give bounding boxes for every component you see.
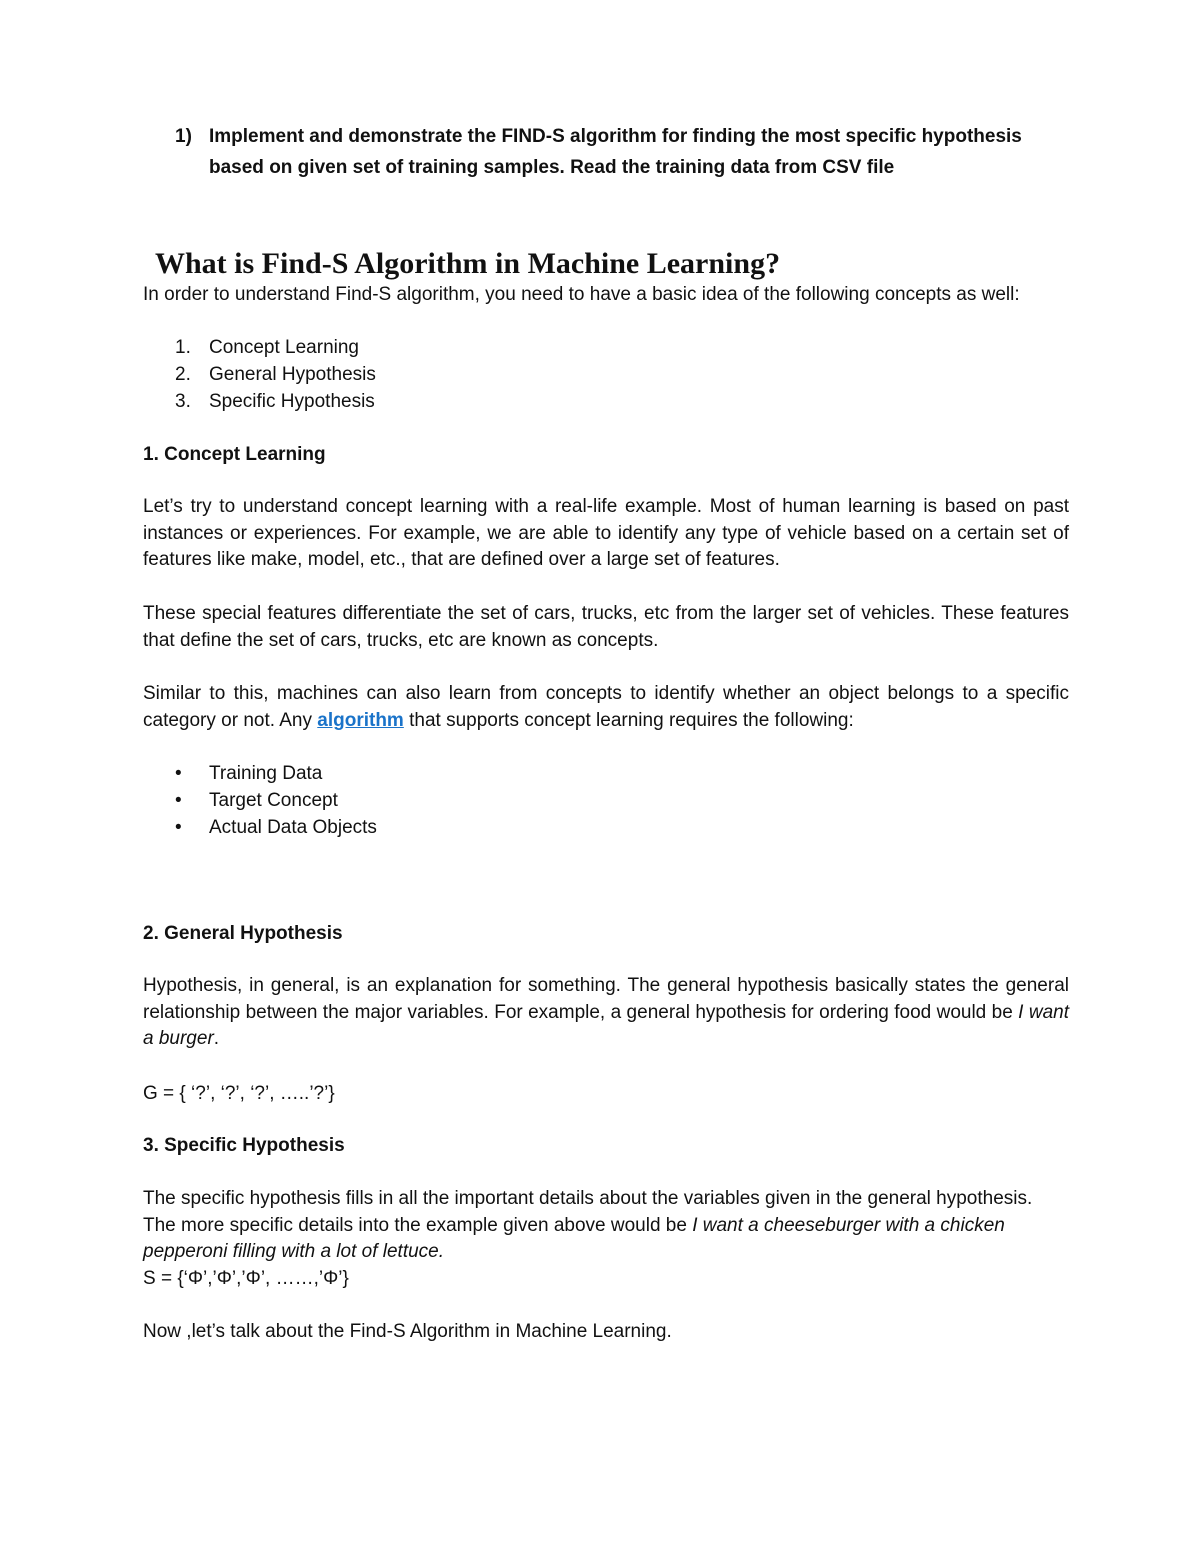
specific-hypothesis-paragraph [143,1186,1069,1266]
requirement-list-item [175,815,377,841]
paragraph-text: that supports concept learning requires the following: [403,709,854,731]
concept-list-item [175,362,376,388]
bullet-icon: • [175,763,182,784]
section-title-concept-learning: 1. Concept Learning [143,444,326,465]
task-line-1: Implement and demonstrate the FIND-S algorithm for finding the most specific hypothesis [209,126,1022,147]
paragraph-text: The specific hypothesis fills in all the important details about the variables given in the general hypothesis. The more specific details into the example given above would be [143,1188,1033,1236]
list-label: Training Data [209,763,323,784]
main-heading: What is Find-S Algorithm in Machine Learning? [155,247,781,280]
example-text: I want a cheeseburger with a chicken pepperoni filling with a lot of lettuce. [143,1214,1005,1263]
list-label: Target Concept [209,790,338,811]
task-line-2: based on given set of training samples. Read the training data from CSV file [209,157,895,178]
concept-learning-paragraph-2: These special features differentiate the set of cars, trucks, etc from the larger set of vehicles. These features that define the set of cars, trucks, etc are known as concepts. [143,603,1069,651]
general-hypothesis-paragraph [143,973,1069,1053]
paragraph-text: Hypothesis, in general, is an explanation for something. The general hypothesis basically states the general relationship between the major variables. For example, a general hypothesis for ordering food would be [143,975,1069,1023]
section-title-general-hypothesis: 2. General Hypothesis [143,923,343,944]
paragraph-text: . [213,1028,220,1050]
concept-learning-paragraph-1: Let’s try to understand concept learning with a real-life example. Most of human learning is based on past instances or experiences. For example, we are able to identify any type of vehicle based on a certain set of features like make, model, etc., that are defined over a large set of features. [143,496,1069,571]
task-number: 1) [175,126,192,147]
specific-hypothesis-formula: S = {‘Φ’,’Φ’,’Φ’, ……,’Φ’} [143,1268,349,1289]
concept-learning-paragraph-3 [143,681,1069,734]
general-hypothesis-formula: G = { ‘?’, ‘?’, ‘?’, …..’?’} [143,1083,335,1104]
concept-list-item [175,335,359,361]
bullet-icon: • [175,817,182,838]
requirement-list-item [175,761,322,787]
list-number: 1. [175,337,191,358]
list-number: 2. [175,364,191,385]
list-number: 3. [175,391,191,412]
requirement-list-item [175,788,338,814]
bullet-icon: • [175,790,182,811]
example-text: I want a burger [143,1001,1069,1050]
list-label: General Hypothesis [209,364,376,385]
intro-text: In order to understand Find-S algorithm, you need to have a basic idea of the following concepts as well: [143,284,1020,305]
paragraph-text: Similar to this, machines can also learn from concepts to identify whether an object belongs to a specific category or not. Any [143,683,1069,731]
algorithm-link[interactable]: algorithm [317,709,404,731]
list-label: Actual Data Objects [209,817,377,838]
list-label: Concept Learning [209,337,359,358]
section-title-specific-hypothesis: 3. Specific Hypothesis [143,1135,345,1156]
closing-text: Now ,let’s talk about the Find-S Algorithm in Machine Learning. [143,1321,672,1342]
list-label: Specific Hypothesis [209,391,375,412]
concept-list-item [175,389,375,415]
